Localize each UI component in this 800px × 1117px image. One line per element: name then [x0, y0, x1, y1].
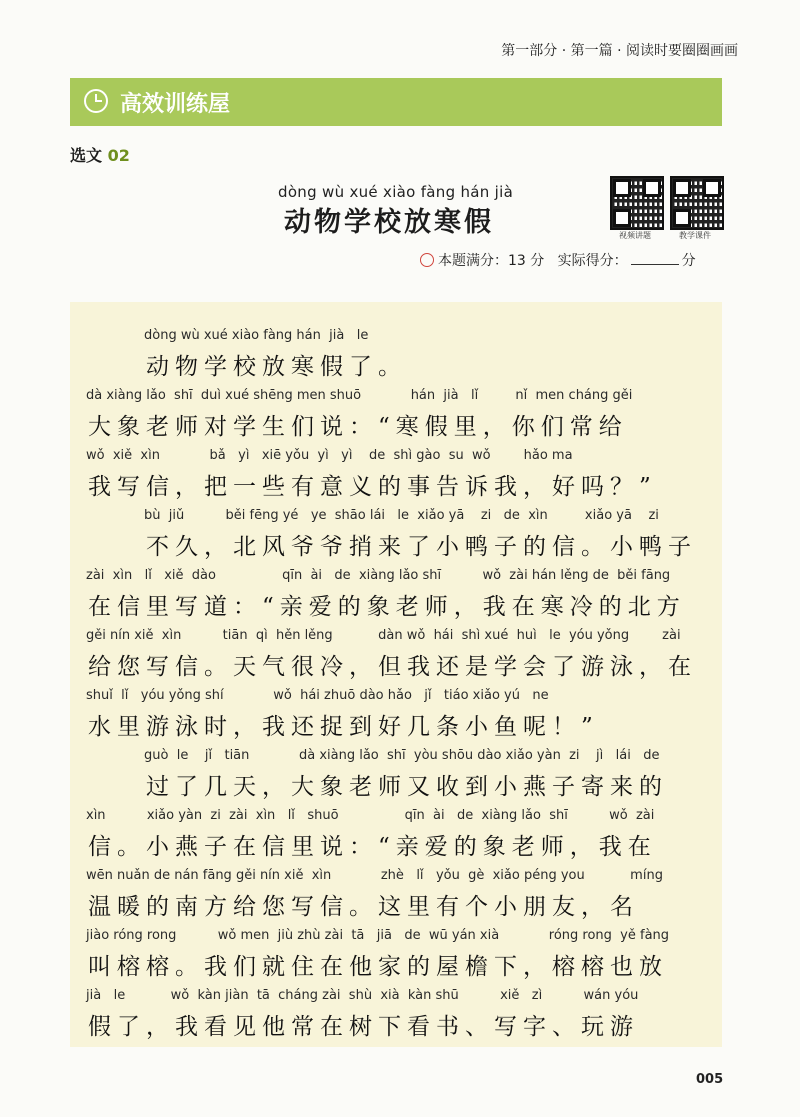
line-hanzi: 不久，北风爷爷捎来了小鸭子的信。小鸭子 — [146, 534, 697, 560]
line-pinyin: jià le wǒ kàn jiàn tā cháng zài shù xià kàn shū xiě zì wán yóu — [86, 988, 639, 1003]
passage-title: 动物学校放寒假 — [284, 207, 494, 238]
actual-score-blank[interactable] — [631, 264, 679, 265]
line-hanzi: 动物学校放寒假了。 — [146, 354, 407, 380]
qr-caption-courseware: 教学课件 — [679, 231, 711, 240]
qr-code-icon — [610, 176, 664, 230]
line-hanzi: 假了，我看见他常在树下看书、写字、玩游 — [88, 1014, 639, 1040]
section-banner — [70, 78, 722, 126]
score-line — [420, 250, 696, 270]
line-hanzi: 水里游泳时，我还捉到好几条小鱼呢！” — [88, 714, 599, 740]
text-line — [70, 328, 722, 388]
text-line — [70, 568, 722, 628]
text-line — [70, 868, 722, 928]
line-hanzi: 过了几天，大象老师又收到小燕子寄来的 — [146, 774, 668, 800]
line-pinyin: shuǐ lǐ yóu yǒng shí wǒ hái zhuō dào hǎo jǐ tiáo xiǎo yú ne — [86, 688, 549, 703]
text-line — [70, 688, 722, 748]
line-hanzi: 在信里写道：“亲爱的象老师，我在寒冷的北方 — [88, 594, 686, 620]
line-hanzi: 叫榕榕。我们就住在他家的屋檐下，榕榕也放 — [88, 954, 668, 980]
line-pinyin: bù jiǔ běi fēng yé ye shāo lái le xiǎo yā zi de xìn xiǎo yā zi — [144, 508, 659, 523]
line-pinyin: xìn xiǎo yàn zi zài xìn lǐ shuō qīn ài de xiàng lǎo shī wǒ zài — [86, 808, 655, 823]
text-line — [70, 448, 722, 508]
line-pinyin: dòng wù xué xiào fàng hán jià le — [144, 328, 369, 343]
line-hanzi: 我写信，把一些有意义的事告诉我，好吗？” — [88, 474, 657, 500]
text-line — [70, 628, 722, 688]
text-line — [70, 388, 722, 448]
line-hanzi: 温暖的南方给您写信。这里有个小朋友，名 — [88, 894, 639, 920]
line-pinyin: zài xìn lǐ xiě dào qīn ài de xiàng lǎo shī wǒ zài hán lěng de běi fāng — [86, 568, 671, 583]
running-head: 第一部分 · 第一篇 · 阅读时要圈圈画画 — [501, 43, 738, 59]
title-pinyin: dòng wù xué xiào fàng hán jià — [278, 183, 514, 201]
passage-label-number: 02 — [107, 146, 130, 165]
clock-icon — [84, 89, 108, 113]
text-line — [70, 928, 722, 988]
line-pinyin: wǒ xiě xìn bǎ yì xiē yǒu yì yì de shì gào su wǒ hǎo ma — [86, 448, 573, 463]
score-unit: 分 — [681, 253, 696, 269]
text-line — [70, 748, 722, 808]
line-pinyin: gěi nín xiě xìn tiān qì hěn lěng dàn wǒ hái shì xué huì le yóu yǒng zài — [86, 628, 681, 643]
banner-title: 高效训练屋 — [120, 92, 231, 117]
line-hanzi: 大象老师对学生们说：“寒假里，你们常给 — [88, 414, 628, 440]
line-hanzi: 信。小燕子在信里说：“亲爱的象老师，我在 — [88, 834, 657, 860]
qr-caption-video: 视频讲题 — [619, 231, 651, 240]
actual-score-label: 实际得分： — [557, 253, 628, 269]
line-pinyin: dà xiàng lǎo shī duì xué shēng men shuō hán jià lǐ nǐ men cháng gěi — [86, 388, 633, 403]
text-line — [70, 508, 722, 568]
passage-label — [70, 143, 130, 166]
line-pinyin: jiào róng rong wǒ men jiù zhù zài tā jiā de wū yán xià róng rong yě fàng — [86, 928, 670, 943]
line-pinyin: wēn nuǎn de nán fāng gěi nín xiě xìn zhè lǐ yǒu gè xiǎo péng you míng — [86, 868, 663, 883]
text-line — [70, 988, 722, 1048]
page-number: 005 — [696, 1072, 724, 1087]
full-score-label: 本题满分：13 分 — [438, 253, 545, 269]
passage-label-prefix: 选文 — [70, 146, 103, 165]
text-line — [70, 808, 722, 868]
qr-code-icon — [670, 176, 724, 230]
line-hanzi: 给您写信。天气很冷，但我还是学会了游泳，在 — [88, 654, 697, 680]
line-pinyin: guò le jǐ tiān dà xiàng lǎo shī yòu shōu dào xiǎo yàn zi jì lái de — [144, 748, 660, 763]
passage-panel — [70, 302, 722, 1047]
score-clock-icon — [420, 253, 434, 267]
